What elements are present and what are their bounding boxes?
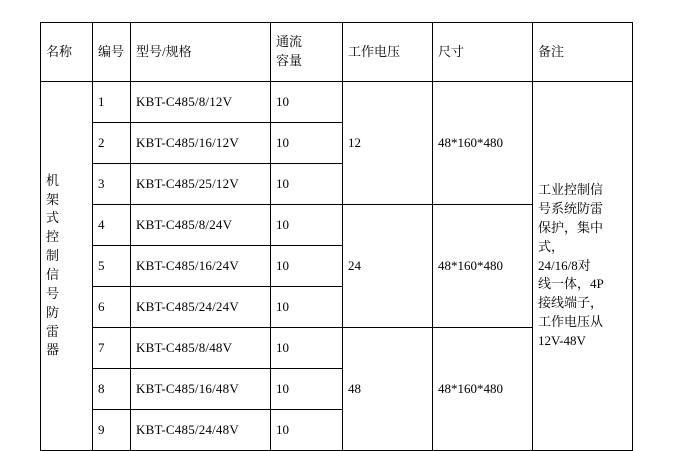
cell-model: KBT-C485/16/48V	[131, 369, 271, 410]
cell-size: 48*160*480	[433, 328, 533, 451]
cell-capacity: 10	[271, 410, 343, 451]
cell-model: KBT-C485/16/24V	[131, 246, 271, 287]
product-name-char: 机	[46, 172, 60, 188]
remark-line: 式，	[538, 238, 565, 254]
product-name-char: 式	[46, 210, 60, 226]
table-header-row	[41, 23, 633, 82]
cell-number: 6	[93, 287, 131, 328]
remark-line: 工作电压从	[538, 314, 604, 330]
cell-capacity: 10	[271, 328, 343, 369]
product-name-char: 防	[46, 304, 60, 320]
cell-capacity: 10	[271, 287, 343, 328]
product-name-char: 架	[46, 191, 60, 207]
cell-number: 7	[93, 328, 131, 369]
cell-number: 1	[93, 82, 131, 123]
cell-model: KBT-C485/8/12V	[131, 82, 271, 123]
remark-line: 号系统防雷	[538, 201, 604, 217]
cell-working-voltage: 48	[343, 328, 433, 451]
product-name-cell	[41, 82, 93, 451]
cell-model: KBT-C485/24/24V	[131, 287, 271, 328]
cell-size: 48*160*480	[433, 205, 533, 328]
cell-capacity: 10	[271, 123, 343, 164]
cell-capacity: 10	[271, 246, 343, 287]
remark-line: 保护，集中	[538, 219, 604, 235]
header-cell-size: 尺寸	[433, 23, 533, 82]
remark-line: 线一体，4P	[538, 276, 604, 292]
cell-size: 48*160*480	[433, 82, 533, 205]
header-cell-capacity	[271, 23, 343, 82]
cell-model: KBT-C485/8/24V	[131, 205, 271, 246]
cell-working-voltage: 24	[343, 205, 433, 328]
remark-line: 24/16/8对	[538, 257, 591, 273]
header-cell-remark: 备注	[533, 23, 633, 82]
header-cell-name: 名称	[41, 23, 93, 82]
cell-model: KBT-C485/25/12V	[131, 164, 271, 205]
cell-number: 9	[93, 410, 131, 451]
cell-working-voltage: 12	[343, 82, 433, 205]
cell-model: KBT-C485/24/48V	[131, 410, 271, 451]
product-name-char: 器	[46, 342, 60, 358]
cell-number: 2	[93, 123, 131, 164]
product-name-char: 制	[46, 248, 60, 264]
specification-table	[40, 22, 633, 451]
cell-number: 4	[93, 205, 131, 246]
cell-capacity: 10	[271, 82, 343, 123]
remark-line: 接线端子，	[538, 295, 604, 311]
cell-remark	[533, 82, 633, 451]
table-row	[41, 82, 633, 123]
cell-number: 5	[93, 246, 131, 287]
header-capacity-line2: 容量	[276, 53, 303, 68]
cell-model: KBT-C485/16/12V	[131, 123, 271, 164]
cell-capacity: 10	[271, 164, 343, 205]
product-name-char: 雷	[46, 323, 60, 339]
header-capacity-line1: 通流	[276, 34, 303, 50]
cell-number: 8	[93, 369, 131, 410]
cell-capacity: 10	[271, 369, 343, 410]
product-name-char: 信	[46, 267, 60, 282]
cell-model: KBT-C485/8/48V	[131, 328, 271, 369]
product-name-char: 控	[46, 229, 60, 245]
header-cell-model: 型号/规格	[131, 23, 271, 82]
remark-line: 12V-48V	[538, 332, 586, 348]
remark-line: 工业控制信	[538, 182, 604, 198]
header-cell-number: 编号	[93, 23, 131, 82]
product-name-char: 号	[46, 285, 60, 301]
cell-capacity: 10	[271, 205, 343, 246]
cell-number: 3	[93, 164, 131, 205]
header-cell-working-voltage: 工作电压	[343, 23, 433, 82]
